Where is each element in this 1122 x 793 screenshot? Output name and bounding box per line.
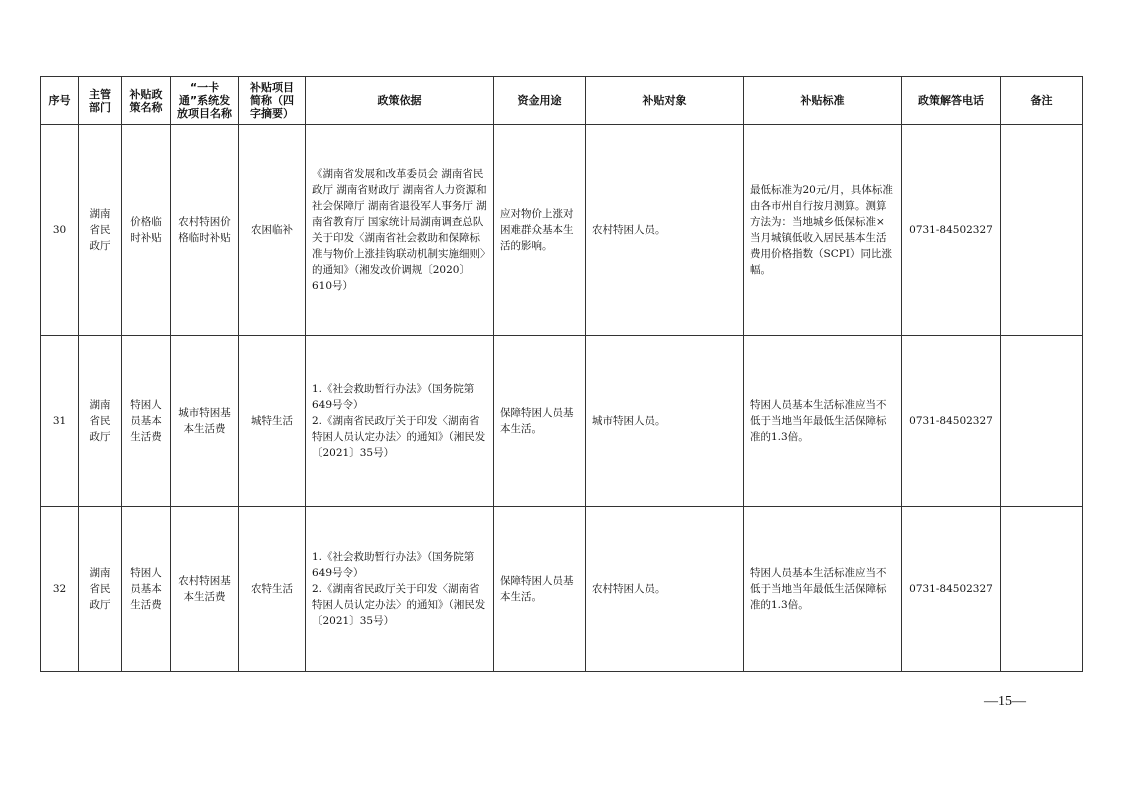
header-target: 补贴对象 — [586, 77, 744, 125]
header-basis: 政策依据 — [306, 77, 494, 125]
page-number: —15— — [984, 694, 1026, 709]
table-row — [41, 507, 1083, 672]
cell-policy-name: 特困人员基本生活费 — [122, 507, 171, 672]
policy-table — [40, 76, 1083, 672]
cell-seq: 30 — [41, 125, 79, 336]
header-row — [41, 77, 1083, 125]
cell-abbr: 城特生活 — [239, 336, 306, 507]
cell-target: 城市特困人员。 — [586, 336, 744, 507]
cell-seq: 31 — [41, 336, 79, 507]
basis-line: 2.《湖南省民政厅关于印发〈湖南省特困人员认定办法〉的通知》（湘民发〔2021〕35号） — [312, 415, 486, 459]
cell-policy-name: 特困人员基本生活费 — [122, 336, 171, 507]
basis-line: 2.《湖南省民政厅关于印发〈湖南省特困人员认定办法〉的通知》（湘民发〔2021〕35号） — [312, 583, 486, 627]
basis-line: 1.《社会救助暂行办法》（国务院第649号令） — [312, 551, 475, 579]
cell-basis: 《湖南省发展和改革委员会 湖南省民政厅 湖南省财政厅 湖南省人力资源和社会保障厅 湖南省退役军人事务厅 湖南省教育厅 国家统计局湖南调查总队关于印发〈湖南省社会救助和保障标准与物价上涨挂钩联动机制实施细则〉的通知》（湘发改价调规〔2020〕610号） — [306, 125, 494, 336]
header-card-name: “一卡通”系统发放项目名称 — [171, 77, 239, 125]
header-seq: 序号 — [41, 77, 79, 125]
cell-abbr: 农特生活 — [239, 507, 306, 672]
header-phone: 政策解答电话 — [902, 77, 1001, 125]
cell-basis — [306, 336, 494, 507]
cell-card-name: 农村特困价格临时补贴 — [171, 125, 239, 336]
cell-usage: 保障特困人员基本生活。 — [494, 336, 586, 507]
cell-abbr: 农困临补 — [239, 125, 306, 336]
cell-standard: 最低标准为20元/月，具体标准由各市州自行按月测算。测算方法为：当地城乡低保标准×当月城镇低收入居民基本生活费用价格指数（SCPI）同比涨幅。 — [744, 125, 902, 336]
cell-usage: 应对物价上涨对困难群众基本生活的影响。 — [494, 125, 586, 336]
cell-remark — [1001, 125, 1083, 336]
cell-target: 农村特困人员。 — [586, 125, 744, 336]
header-remark: 备注 — [1001, 77, 1083, 125]
header-standard: 补贴标准 — [744, 77, 902, 125]
cell-target: 农村特困人员。 — [586, 507, 744, 672]
cell-card-name: 农村特困基本生活费 — [171, 507, 239, 672]
cell-dept: 湖南省民政厅 — [79, 507, 122, 672]
table-row — [41, 336, 1083, 507]
cell-remark — [1001, 507, 1083, 672]
cell-phone: 0731-84502327 — [902, 125, 1001, 336]
cell-policy-name: 价格临时补贴 — [122, 125, 171, 336]
cell-standard: 特困人员基本生活标准应当不低于当地当年最低生活保障标准的1.3倍。 — [744, 336, 902, 507]
cell-remark — [1001, 336, 1083, 507]
header-abbr: 补贴项目简称（四字摘要） — [239, 77, 306, 125]
cell-standard: 特困人员基本生活标准应当不低于当地当年最低生活保障标准的1.3倍。 — [744, 507, 902, 672]
cell-seq: 32 — [41, 507, 79, 672]
table-row — [41, 125, 1083, 336]
cell-phone: 0731-84502327 — [902, 336, 1001, 507]
cell-usage: 保障特困人员基本生活。 — [494, 507, 586, 672]
cell-card-name: 城市特困基本生活费 — [171, 336, 239, 507]
header-policy-name: 补贴政策名称 — [122, 77, 171, 125]
cell-dept: 湖南省民政厅 — [79, 125, 122, 336]
header-dept: 主管部门 — [79, 77, 122, 125]
cell-phone: 0731-84502327 — [902, 507, 1001, 672]
cell-dept: 湖南省民政厅 — [79, 336, 122, 507]
basis-line: 1.《社会救助暂行办法》（国务院第649号令） — [312, 383, 475, 411]
header-usage: 资金用途 — [494, 77, 586, 125]
cell-basis — [306, 507, 494, 672]
